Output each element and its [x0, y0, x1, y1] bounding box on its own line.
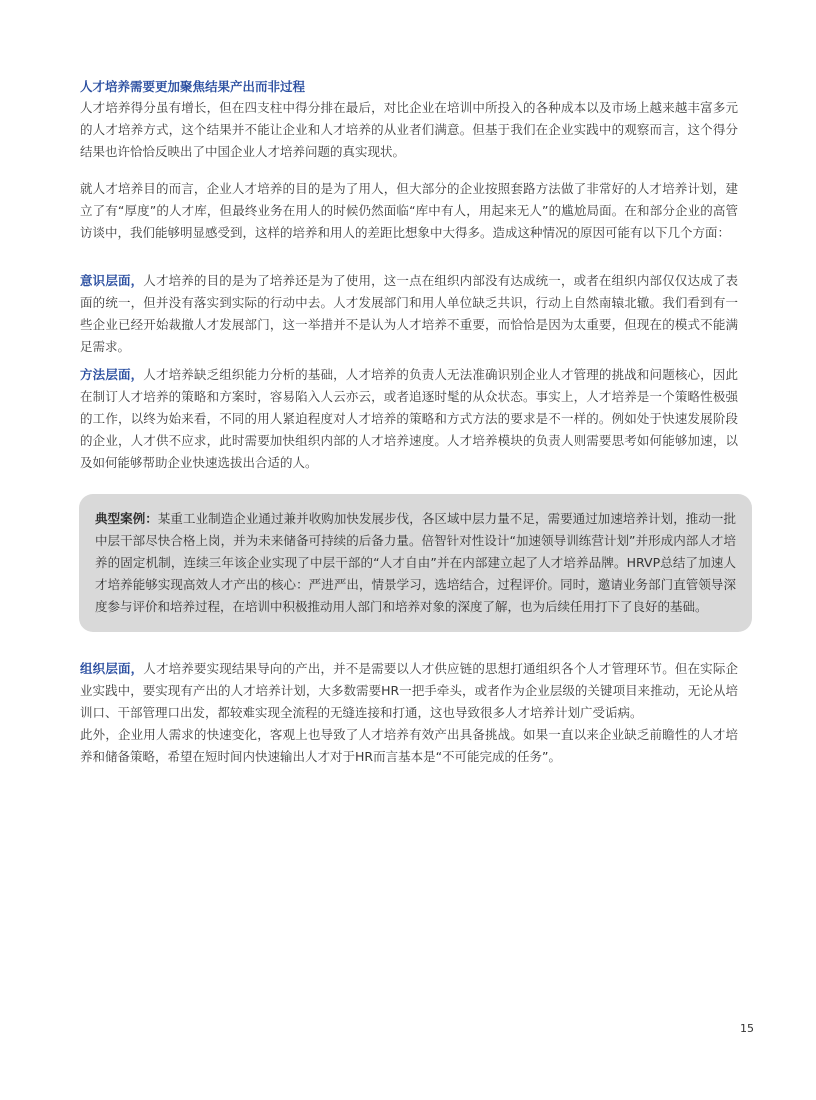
point-method: [80, 364, 738, 474]
section-heading: 人才培养需要更加聚焦结果产出而非过程: [80, 79, 306, 94]
point-organization-lead: 组织层面，: [80, 661, 144, 676]
point-organization: [80, 658, 738, 724]
point-method-text: 人才培养缺乏组织能力分析的基础，人才培养的负责人无法准确识别企业人才管理的挑战和问题核心，因此在制订人才培养的策略和方案时，容易陷入人云亦云，或者追逐时髦的从众状态。事实上，人才培养是一个策略性极强的工作，以终为始来看，不同的用人紧迫程度对人才培养的策略和方式方法的要求是不一样的。例如处于快速发展阶段的企业，人才供不应求，此时需要加快组织内部的人才培养速度。人才培养模块的负责人则需要思考如何能够加速，以及如何能够帮助企业快速选拔出合适的人。: [80, 367, 738, 470]
case-study-lead: 典型案例：: [95, 511, 158, 526]
point-method-lead: 方法层面，: [80, 367, 144, 382]
point-organization-text: 人才培养要实现结果导向的产出，并不是需要以人才供应链的思想打通组织各个人才管理环节。但在实际企业实践中，要实现有产出的人才培养计划，大多数需要HR一把手牵头，或者作为企业层级的关键项目来推动，无论从培训口、干部管理口出发，都较难实现全流程的无缝连接和打通，这也导致很多人才培养计划广受诟病。: [80, 661, 738, 720]
case-study-text: 某重工业制造企业通过兼并收购加快发展步伐，各区域中层力量不足，需要通过加速培养计划，推动一批中层干部尽快合格上岗，并为未来储备可持续的后备力量。倍智针对性设计“加速领导训练营计划”并形成内部人才培养的固定机制，连续三年该企业实现了中层干部的“人才自由”并在内部建立起了人才培养品牌。HRVP总结了加速人才培养能够实现高效人才产出的核心：严进严出，情景学习，选培结合，过程评价。同时，邀请业务部门直管领导深度参与评价和培养过程，在培训中积极推动用人部门和培养对象的深度了解，也为后续任用打下了良好的基础。: [95, 511, 736, 614]
point-awareness-text: 人才培养的目的是为了培养还是为了使用，这一点在组织内部没有达成统一，或者在组织内部仅仅达成了表面的统一，但并没有落实到实际的行动中去。人才发展部门和用人单位缺乏共识，行动上自然南辕北辙。我们看到有一些企业已经开始裁撤人才发展部门，这一举措并不是认为人才培养不重要，而恰恰是因为太重要，但现在的模式不能满足需求。: [80, 273, 738, 354]
point-awareness-lead: 意识层面，: [80, 273, 144, 288]
point-awareness: [80, 270, 738, 358]
intro-paragraph-1: 人才培养得分虽有增长，但在四支柱中得分排在最后，对比企业在培训中所投入的各种成本以及市场上越来越丰富多元的人才培养方式，这个结果并不能让企业和人才培养的从业者们满意。但基于我们在企业实践中的观察而言，这个得分结果也许恰恰反映出了中国企业人才培养问题的真实现状。: [80, 100, 738, 159]
closing-paragraph: 此外，企业用人需求的快速变化，客观上也导致了人才培养有效产出具备挑战。如果一直以来企业缺乏前瞻性的人才培养和储备策略，希望在短时间内快速输出人才对于HR而言基本是“不可能完成的任务”。: [80, 727, 738, 764]
page-content: [80, 77, 738, 768]
intro-paragraph-2: 就人才培养目的而言，企业人才培养的目的是为了用人，但大部分的企业按照套路方法做了非常好的人才培养计划，建立了有“厚度”的人才库，但最终业务在用人的时候仍然面临“库中有人，用起来无人”的尴尬局面。在和部分企业的高管访谈中，我们能够明显感受到，这样的培养和用人的差距比想象中大得多。造成这种情况的原因可能有以下几个方面：: [80, 181, 738, 240]
case-study-paragraph: [95, 508, 736, 618]
case-study-box: [79, 494, 752, 632]
page-number: 15: [740, 1022, 754, 1035]
